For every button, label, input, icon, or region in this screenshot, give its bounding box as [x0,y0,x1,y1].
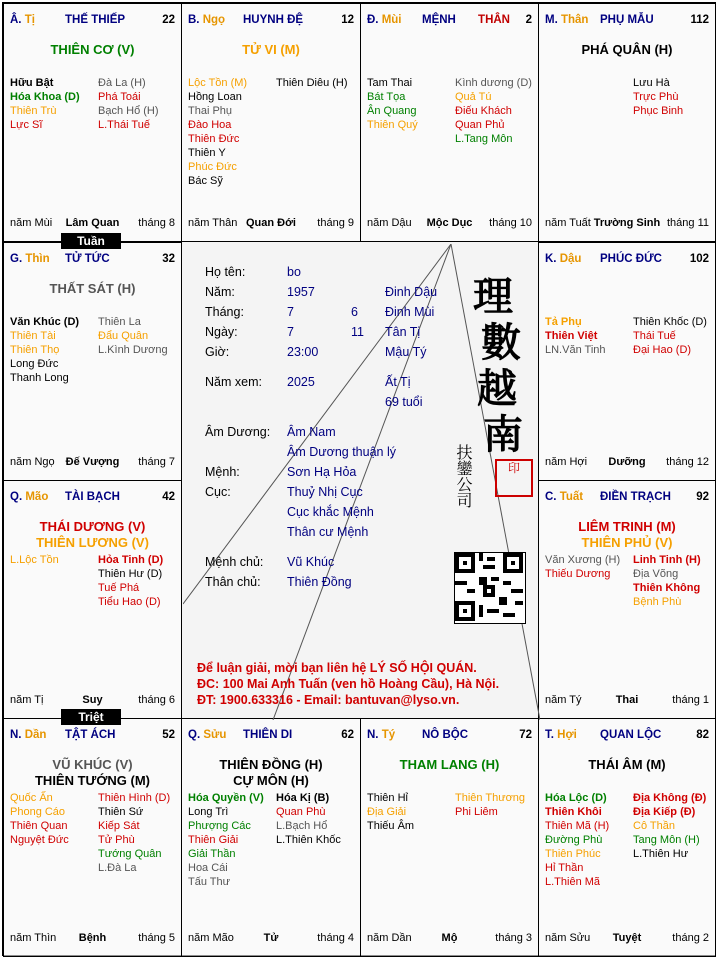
minor-star: Linh Tinh (H) [633,554,701,566]
palace-name: TỬ TỨC [65,253,110,265]
main-stars [4,757,181,789]
palace-cycle: Dưỡng [608,456,646,468]
palace-name: HUYNH ĐỆ [243,14,304,26]
minor-star: Lực Sĩ [10,119,43,131]
palace-number: 92 [696,491,709,503]
palace-footer [545,932,709,946]
palace-cycle: Tử [263,932,279,944]
minor-star: Tấu Thư [188,876,231,888]
palace-header [367,729,532,745]
minor-star: Thiên Đức [188,133,240,145]
minor-star: Hóa Kị (B) [276,792,330,804]
minor-star: Đường Phù [545,834,603,846]
minor-star: Thiên Hỉ [367,792,408,804]
palace-footer [10,932,175,946]
palace-name: ĐIỀN TRẠCH [600,491,671,503]
minor-star: Lộc Tồn (M) [188,77,248,89]
minor-star: Hỉ Thần [545,862,584,874]
minor-star: Thiên Quý [367,119,418,131]
palace-month: tháng 7 [138,456,175,468]
palace-cycle: Quan Đới [246,217,296,229]
minor-star: Tử Phù [98,834,135,846]
palace-name: PHÚC ĐỨC [600,253,662,265]
minor-star: Hữu Bật [10,77,54,89]
minor-star: L.Thiên Khốc [276,834,341,846]
minor-star: Thiên Tài [10,330,56,342]
palace-year: năm Tị [10,694,44,706]
palace-name: THẾ THIẾP [65,14,126,26]
main-star: CỰ MÔN (H) [233,773,309,788]
main-stars [539,757,715,773]
palace-mui[interactable] [360,3,539,242]
palace-header [10,253,175,269]
tuan-tag: Tuần [61,233,121,249]
minor-star: Phá Toái [98,91,141,103]
than-marker: THÂN [478,14,510,26]
palace-thin[interactable] [3,242,182,481]
minor-star: Thiên Hình (D) [98,792,171,804]
palace-year: năm Thân [188,217,238,229]
minor-star: Quan Phủ [455,119,505,131]
minor-star: Hỏa Tinh (D) [98,554,164,566]
minor-star: Tam Thai [367,77,413,89]
calligraphy-sub: 扶鑾公司 [454,444,473,508]
minor-star: Giải Thần [188,848,236,860]
minor-star: Hồng Loan [188,91,242,103]
minor-star: Phượng Các [188,820,251,832]
palace-footer [545,456,709,470]
main-star: PHÁ QUÂN (H) [581,42,673,57]
minor-star: Bác Sỹ [188,175,223,187]
minor-star: Long Đức [10,358,59,370]
palace-name: QUAN LỘC [600,729,662,741]
minor-star: L.Đà La [98,862,137,874]
calligraphy-logo: 理 數 越 南 [473,273,523,458]
main-stars [539,519,715,551]
minor-star: Địa Giải [367,806,407,818]
palace-month: tháng 10 [489,217,532,229]
minor-star: Địa Kiếp (Đ) [633,806,696,818]
palace-branch: G. Thìn [10,253,50,265]
palace-hoi[interactable] [538,718,716,957]
main-stars [4,519,181,551]
minor-star: Tiểu Hao (D) [98,596,161,608]
palace-month: tháng 12 [666,456,709,468]
minor-star: Điếu Khách [455,105,512,117]
palace-number: 102 [689,253,709,265]
palace-mao[interactable] [3,480,182,719]
main-star: THIÊN LƯƠNG (V) [36,535,149,550]
minor-star: L.Bạch Hổ [276,820,328,832]
minor-star: Bát Tọa [367,91,406,103]
minor-star: Hoa Cái [188,862,228,874]
palace-header [10,491,175,507]
minor-star: Ân Quang [367,105,417,117]
main-star: LIÊM TRINH (M) [578,519,676,534]
minor-star: L.Lộc Tồn [10,554,59,566]
minor-star: Thiên Y [188,147,226,159]
minor-star: Thiên La [98,316,141,328]
minor-star: Hóa Khoa (D) [10,91,80,103]
palace-month: tháng 8 [138,217,175,229]
palace-cycle: Tuyệt [612,932,642,944]
palace-month: tháng 2 [672,932,709,944]
palace-dan[interactable] [3,718,182,957]
palace-branch: Q. Sửu [188,729,227,741]
palace-cycle: Mộc Dục [426,217,473,229]
minor-star: Cô Thần [633,820,675,832]
minor-star: Địa Võng [633,568,679,580]
red-seal-icon: 印 [495,459,533,497]
minor-star: Thiên Trù [10,105,57,117]
minor-star: Tả Phụ [545,316,582,328]
main-star: VŨ KHÚC (V) [52,757,133,772]
palace-cycle: Thai [615,694,639,706]
palace-header [10,14,175,30]
minor-star: Thiên Việt [545,330,598,342]
palace-month: tháng 5 [138,932,175,944]
palace-year: năm Hợi [545,456,588,468]
triet-tag: Triệt [61,709,121,725]
palace-header [545,14,709,30]
minor-star: Đẩu Quân [98,330,149,342]
palace-branch: T. Hợi [545,729,577,741]
palace-name: TẬT ÁCH [65,729,116,741]
minor-star: Thiên Thương [455,792,526,804]
minor-star: Thiếu Âm [367,820,415,832]
palace-footer [188,932,354,946]
minor-star: Tuế Phá [98,582,140,594]
palace-branch: B. Ngọ [188,14,226,26]
minor-star: Trực Phù [633,91,679,103]
palace-header [367,14,532,30]
palace-tuat[interactable] [538,480,716,719]
palace-branch: M. Thân [545,14,589,26]
minor-star: Thiên Giải [188,834,239,846]
minor-star: Thiên Sứ [98,806,144,818]
palace-year: năm Thìn [10,932,57,944]
palace-ty2[interactable] [360,718,539,957]
minor-star: Kiếp Sát [98,820,140,832]
minor-star: Đà La (H) [98,77,146,89]
minor-star: Thiên Khôi [545,806,602,818]
main-stars [4,281,181,297]
birth-info: Họ tên: bo Năm: 1957 Đinh Dậu Tháng: 7 6 Đinh Mùi Ngày: 7 11 Tân Tị Giờ: 23:00 Mậu Tý Năm xem: 2025 Ất Tị 69 tuổi Âm Dương: Âm Nam Âm Dương thuận lý Mệnh: Sơn Hạ Hỏa Cục: Thuỷ Nhị Cục Cục khắc Mệnh Thân cư Mệnh Mệnh chủ: Vũ Khúc Thân chủ: Thiên Đồng [205,262,455,592]
palace-footer [545,217,709,231]
palace-number: 32 [162,253,175,265]
minor-star: Địa Không (Đ) [633,792,707,804]
main-star: THIÊN TƯỚNG (M) [34,773,151,788]
minor-star: Thiên Không [633,582,701,594]
palace-month: tháng 11 [666,217,709,229]
minor-star: Bệnh Phù [633,596,682,608]
minor-star: Thanh Long [10,372,69,384]
palace-month: tháng 9 [317,217,354,229]
minor-star: L.Thiên Hư [633,848,689,860]
main-star: THIÊN PHỦ (V) [581,535,673,550]
palace-suu[interactable] [181,718,361,957]
minor-star: Quả Tú [455,91,492,103]
minor-star: Phục Binh [633,105,684,117]
palace-header [188,729,354,745]
minor-star: L.Thiên Mã [545,876,601,888]
main-stars [4,42,181,58]
main-star: THẤT SÁT (H) [49,281,136,296]
palace-year: năm Dậu [367,217,412,229]
minor-star: Thai Phụ [188,105,233,117]
minor-star: Văn Khúc (D) [10,316,80,328]
palace-name: THIÊN DI [243,729,293,741]
palace-footer [10,217,175,231]
palace-cycle: Trường Sinh [593,217,661,229]
minor-star: Phúc Đức [188,161,237,173]
minor-star: L.Thái Tuế [98,119,150,131]
minor-star: Thiên Mã (H) [545,820,610,832]
minor-star: L.Tang Môn [455,133,513,145]
palace-number: 12 [341,14,354,26]
palace-cycle: Suy [82,694,103,706]
minor-star: Văn Xương (H) [545,554,621,566]
palace-year: năm Sửu [545,932,591,944]
minor-star: L.Kình Dương [98,344,168,356]
palace-than[interactable] [538,3,716,242]
palace-year: năm Mão [188,932,234,944]
minor-star: Lưu Hà [633,77,670,89]
palace-footer [10,694,175,708]
main-star: TỬ VI (M) [242,42,300,57]
main-star: THÁI ÂM (M) [588,757,666,772]
main-stars [182,757,360,789]
minor-star: Phi Liêm [455,806,498,818]
main-star: THIÊN ĐỒNG (H) [219,757,323,772]
minor-star: Tướng Quân [98,848,162,860]
palace-footer [367,932,532,946]
minor-star: Quốc Ấn [10,792,53,804]
minor-star: Thiên Diêu (H) [276,77,348,89]
palace-name: TÀI BẠCH [65,491,120,503]
palace-cycle: Mộ [441,932,458,944]
palace-ty[interactable] [3,3,182,242]
palace-year: năm Tý [545,694,582,706]
minor-star: Đào Hoa [188,119,232,131]
palace-name: NÔ BỘC [422,729,468,741]
palace-branch: N. Tý [367,729,396,741]
minor-star: Thiên Khốc (D) [633,316,707,328]
main-star: THIÊN CƠ (V) [50,42,135,57]
minor-star: LN.Văn Tinh [545,344,606,356]
palace-header [545,729,709,745]
palace-year: năm Ngọ [10,456,55,468]
minor-star: Kình dương (D) [455,77,532,89]
palace-number: 2 [525,14,532,26]
main-stars [361,757,538,773]
main-star: THÁI DƯƠNG (V) [39,519,146,534]
minor-star: Hóa Lộc (D) [545,792,607,804]
minor-star: Thái Tuế [633,330,676,342]
palace-year: năm Dần [367,932,412,944]
palace-branch: Â. Tị [10,14,35,26]
palace-branch: Đ. Mùi [367,14,402,26]
minor-star: Nguyệt Đức [10,834,69,846]
palace-header [545,491,709,507]
minor-star: Thiên Quan [10,820,68,832]
name-value: bo [287,265,301,279]
palace-number: 82 [696,729,709,741]
palace-month: tháng 6 [138,694,175,706]
minor-star: Thiên Hư (D) [98,568,163,580]
palace-footer [188,217,354,231]
palace-dau[interactable] [538,242,716,481]
palace-month: tháng 3 [495,932,532,944]
palace-footer [545,694,709,708]
minor-star: Bạch Hổ (H) [98,105,159,117]
main-star: THAM LANG (H) [399,757,500,772]
contact-info: Để luận giải, mời bạn liên hệ LÝ SỐ HỘI QUÁN. ĐC: 100 Mai Anh Tuấn (ven hồ Hoàng Cầu), Hà Nội. ĐT: 1900.633316 - Email: bantuvan@lyso.vn. [197,661,500,707]
palace-branch: C. Tuất [545,491,584,503]
palace-number: 112 [690,14,709,26]
minor-star: Thiên Thọ [10,344,60,356]
main-stars [539,42,715,58]
palace-number: 52 [162,729,175,741]
palace-cycle: Bệnh [78,932,107,944]
palace-footer [10,456,175,470]
palace-number: 72 [519,729,532,741]
main-stars [182,42,360,58]
minor-star: Phong Cáo [10,806,66,818]
qr-code-icon[interactable] [454,552,526,624]
minor-star: Thiên Phúc [545,848,601,860]
palace-name: MỆNH [422,14,456,26]
palace-ngo[interactable] [181,3,361,242]
palace-number: 42 [162,491,175,503]
palace-cycle: Đế Vượng [65,456,120,468]
palace-number: 62 [341,729,354,741]
palace-cycle: Lâm Quan [65,217,120,229]
palace-footer [367,217,532,231]
palace-name: PHỤ MẪU [600,14,654,26]
palace-branch: Q. Mão [10,491,49,503]
minor-star: Thiếu Dương [545,568,611,580]
minor-star: Đại Hao (D) [633,344,692,356]
palace-header [10,729,175,745]
minor-star: Quan Phù [276,806,326,818]
palace-number: 22 [162,14,175,26]
palace-branch: N. Dần [10,729,47,741]
palace-month: tháng 1 [672,694,709,706]
palace-year: năm Tuất [545,217,591,229]
minor-star: Long Trì [188,806,229,818]
astrology-chart [2,2,716,956]
center-info-panel [183,244,540,720]
palace-branch: K. Dậu [545,253,582,265]
palace-header [188,14,354,30]
minor-star: Tang Môn (H) [633,834,700,846]
palace-header [545,253,709,269]
palace-month: tháng 4 [317,932,354,944]
minor-star: Hóa Quyền (V) [188,792,264,804]
palace-year: năm Mùi [10,217,53,229]
